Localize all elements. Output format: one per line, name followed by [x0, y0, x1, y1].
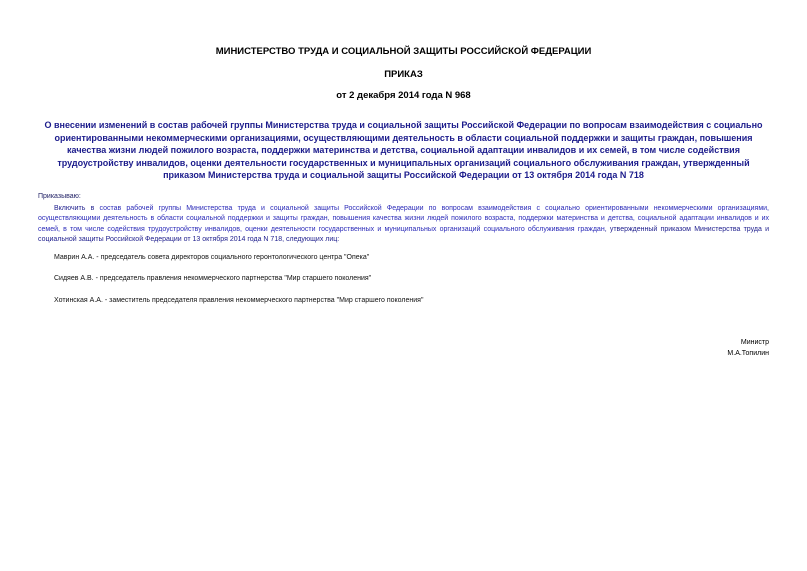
order-suffix: , утвержденный приказом Министерства труда и социальной защиты Российской Федерации от 13 октября 2014 года N 718, следующих лиц: — [38, 225, 769, 244]
doc-title-link[interactable]: состав рабочей группы Министерства труда и социальной защиты Российской Федерации по вопросам взаимодействия с социально ориентированными некоммерческими организациями, осуществляющими деятельность в области социальной поддержки и защиты граждан, повышения качества жизни людей пожилого возраста, поддержки материнства и детства, социальной адаптации инвалидов и их семей, в том числе содействия трудоустройству инвалидов, оценки деятельности государственных и муниципальных организаций социального обслуживания граждан — [54, 120, 763, 168]
doc-type: ПРИКАЗ — [384, 69, 423, 80]
doc-title-prefix: О внесении изменений в — [44, 120, 158, 130]
order-intro: Приказываю: — [38, 193, 81, 200]
doc-title-suffix: , утвержденный приказом Министерства труда и социальной защиты Российской Федерации от 13 октября 2014 года N 718 — [163, 157, 750, 181]
member-item: Сидяев А.В. - председатель правления некоммерческого партнерства "Мир старшего поколения" — [54, 275, 372, 282]
doc-title — [36, 119, 771, 182]
member-item: Маврин А.А. - председатель совета директоров социального геронтологического центра "Опека" — [54, 254, 370, 261]
signature-name: М.А.Топилин — [727, 350, 769, 357]
signature-title: Министр — [740, 339, 769, 346]
order-prefix: Включить в — [54, 205, 100, 212]
order-link[interactable]: состав рабочей группы Министерства труда и социальной защиты Российской Федерации по вопросам взаимодействия с социально ориентированными некоммерческими организациями, осуществляющими деятельность в области социальной поддержки и защиты граждан, повышения качества жизни людей пожилого возраста, поддержки материнства и детства, социальной адаптации инвалидов и их семей, в том числе содействия трудоустройству инвалидов, оценки деятельности государственных и муниципальных организаций социального обслуживания граждан — [38, 205, 769, 233]
ministry-name: МИНИСТЕРСТВО ТРУДА И СОЦИАЛЬНОЙ ЗАЩИТЫ РОССИЙСКОЙ ФЕДЕРАЦИИ — [215, 46, 592, 57]
order-paragraph — [38, 204, 769, 246]
doc-date: от 2 декабря 2014 года N 968 — [336, 90, 471, 101]
member-item: Хотинская А.А. - заместитель председателя правления некоммерческого партнерства "Мир старшего поколения" — [54, 297, 424, 304]
